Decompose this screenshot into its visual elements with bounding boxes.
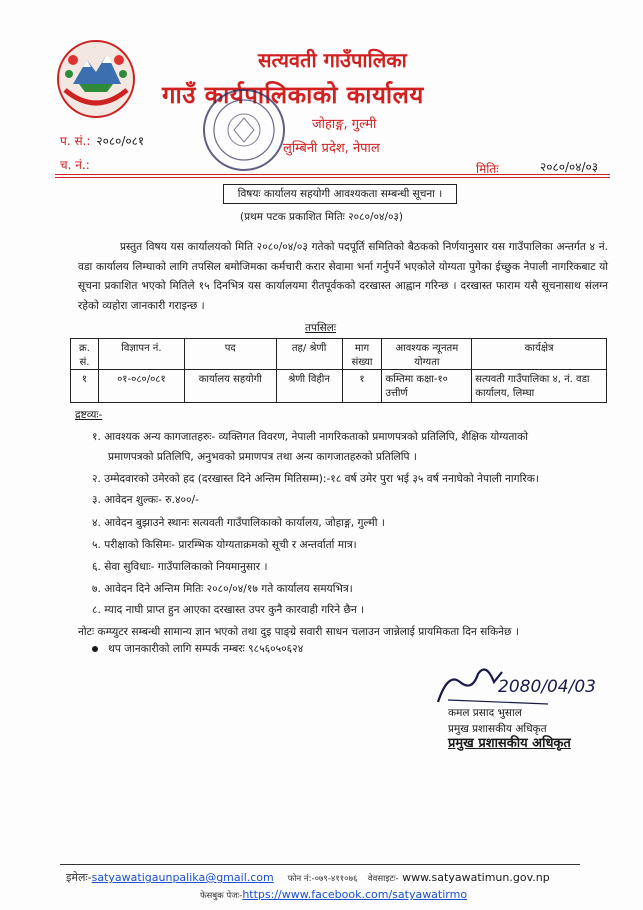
table-header: विज्ञापन नं. <box>98 339 184 370</box>
phone-number: फोन नं:-०७९-४११०७६ <box>287 874 358 884</box>
signatory-name: कमल प्रसाद भुसाल <box>448 707 522 719</box>
note-item: ३. आवेदन शुल्कः- रु.४००/- <box>92 494 199 506</box>
table-header: क्र. सं. <box>71 339 99 370</box>
vacancy-table <box>70 338 607 403</box>
notes-title: द्रष्टव्यः- <box>75 409 103 421</box>
signature-scribble <box>428 652 598 712</box>
office-stamp-icon <box>200 86 288 174</box>
email-label: इमेलः- <box>66 871 92 884</box>
email-link[interactable]: satyawatigaunpalika@gmail.com <box>91 871 274 884</box>
table-header-row <box>71 339 607 370</box>
ref-number-value: २०८०/०८१ <box>96 134 145 148</box>
ref-number-label: प. सं.: <box>60 134 91 148</box>
table-header: माग संख्या <box>342 339 382 370</box>
tapasil-label: तपसिलः <box>305 322 337 334</box>
table-header: कार्यक्षेत्र <box>472 339 607 370</box>
office-address: जोहाङ्ग, गुल्मी <box>312 117 377 132</box>
footer-rule <box>60 864 580 865</box>
signatory-title: प्रमुख प्रशासकीय अधिकृत <box>448 723 547 735</box>
note-item: प्रमाणपत्रको प्रतिलिपि, अनुभवको प्रमाणपत्र तथा अन्य कागजातहरुको प्रतिलिपि । <box>108 451 417 463</box>
footer-contact-row <box>66 870 550 885</box>
footer-facebook-row <box>200 888 467 901</box>
office-province: लुम्बिनी प्रदेश, नेपाल <box>283 141 380 156</box>
date-value: २०८०/०४/०३ <box>540 160 599 174</box>
signature-date: 2080/04/03 <box>498 677 596 697</box>
ref-number-row <box>60 132 144 149</box>
website-label: वेवसाइटः- <box>367 874 399 884</box>
table-cell: श्रेणी विहीन <box>276 370 342 403</box>
website-link[interactable]: www.satyawatimun.gov.np <box>402 871 550 884</box>
header-rule-bottom <box>55 177 610 178</box>
note-item: १. आवश्यक अन्य कागजातहरुः- व्यक्तिगत विवरण, नेपाली नागरिकताको प्रमाणपत्रको प्रतिलिपि, शैक्षिक योग्यताको <box>92 431 529 443</box>
table-cell: ०१-०८०/०८१ <box>98 370 184 403</box>
office-name-line2: गाउँ कार्यपालिकाको कार्यालय <box>162 81 424 109</box>
published-date: (प्रथम पटक प्रकाशित मितिः २०८०/०४/०३) <box>239 211 403 223</box>
contact-bullet <box>92 642 303 656</box>
facebook-link[interactable]: https://www.facebook.com/satyawatirmo <box>242 888 468 901</box>
table-header: आवश्यक न्यूनतम योग्यता <box>382 339 472 370</box>
note-item: ४. आवेदन बुझाउने स्थानः सत्यवती गाउँपालिकाको कार्यालय, जोहाङ्ग, गुल्मी । <box>92 517 385 529</box>
table-cell: कम्तिमा कक्षा-१० उत्तीर्ण <box>382 370 472 403</box>
note-item: ७. आवेदन दिने अन्तिम मितिः २०८०/०४/१७ गते कार्यालय समयभित्र। <box>92 583 353 595</box>
office-name-line1: सत्यवती गाउँपालिका <box>258 48 407 72</box>
table-cell: सत्यवती गाउँपालिका ४, नं. वडा कार्यालय, लिम्घा <box>472 370 607 403</box>
bullet-icon <box>92 646 98 652</box>
table-cell: कार्यालय सहयोगी <box>184 370 276 403</box>
header-rule-top <box>55 174 610 175</box>
note-item: ८. म्याद नाघी प्राप्त हुन आएका दरखास्त उपर कुनै कारवाही गरिने छैन । <box>92 604 365 616</box>
table-row <box>71 370 607 403</box>
table-cell: १ <box>71 370 99 403</box>
body-paragraph: प्रस्तुत विषय यस कार्यालयको मिति २०८०/०४/०३ गतेको पदपूर्ति समितिको बैठकको निर्णयानुसार यस गाउँपालिका अन्तर्गत ४ नं. वडा कार्यालय लिम्घाको लागि तपसिल बमोजिमका कर्मचारी करार सेवामा भर्ना गर्नुपर्ने भएकोले योग्यता पुगेका ईच्छुक नेपाली नागरिकबाट यो सूचना प्रकाशित भएको मितिले १५ दिनभित्र यस कार्यालयमा रीतपूर्वकको दरखास्त आह्वान गरिन्छ । दरखास्त फाराम यसै सूचनासाथ संलग्न रहेको व्यहोरा जानकारी गराइन्छ । <box>78 241 608 312</box>
nepal-emblem-icon <box>55 38 137 120</box>
table-header: तह/ श्रेणी <box>276 339 342 370</box>
note-item: २. उम्मेदवारको उमेरको हद (दरखास्त दिने अन्तिम मितिसम्म):-१८ वर्ष उमेर पुरा भई ३५ वर्ष ननाघेको नेपाली नागरिक। <box>92 473 539 485</box>
table-header: पद <box>184 339 276 370</box>
dispatch-number-label: च. नं.: <box>60 158 90 172</box>
note-item: ६. सेवा सुविधाः- गाउँपालिकाको नियमानुसार । <box>92 561 268 573</box>
date-label: मितिः <box>476 162 499 176</box>
table-cell: १ <box>342 370 382 403</box>
signatory-title-stamp: प्रमुख प्रशासकीय अधिकृत <box>448 736 571 751</box>
contact-text: थप जानकारीको लागि सम्पर्क नम्बरः ९८५६०५०६२४ <box>108 643 304 655</box>
subject-box: विषयः कार्यालय सहयोगी आवश्यकता सम्बन्धी सूचना । <box>223 184 457 204</box>
facebook-label: फेसबुक पेजः- <box>200 891 243 901</box>
dispatch-number-row <box>60 156 96 173</box>
note-item: ५. परीक्षाको किसिमः- प्रारम्भिक योग्यताक्रमको सूची र अन्तर्वार्ता मात्र। <box>92 539 357 551</box>
note-item: नोटः कम्प्युटर सम्बन्धी सामान्य ज्ञान भएको तथा दुइ पाङ्ग्रे सवारी साधन चलाउन जान्नेलाई प्रायमिकता दिन सकिनेछ । <box>78 626 519 638</box>
